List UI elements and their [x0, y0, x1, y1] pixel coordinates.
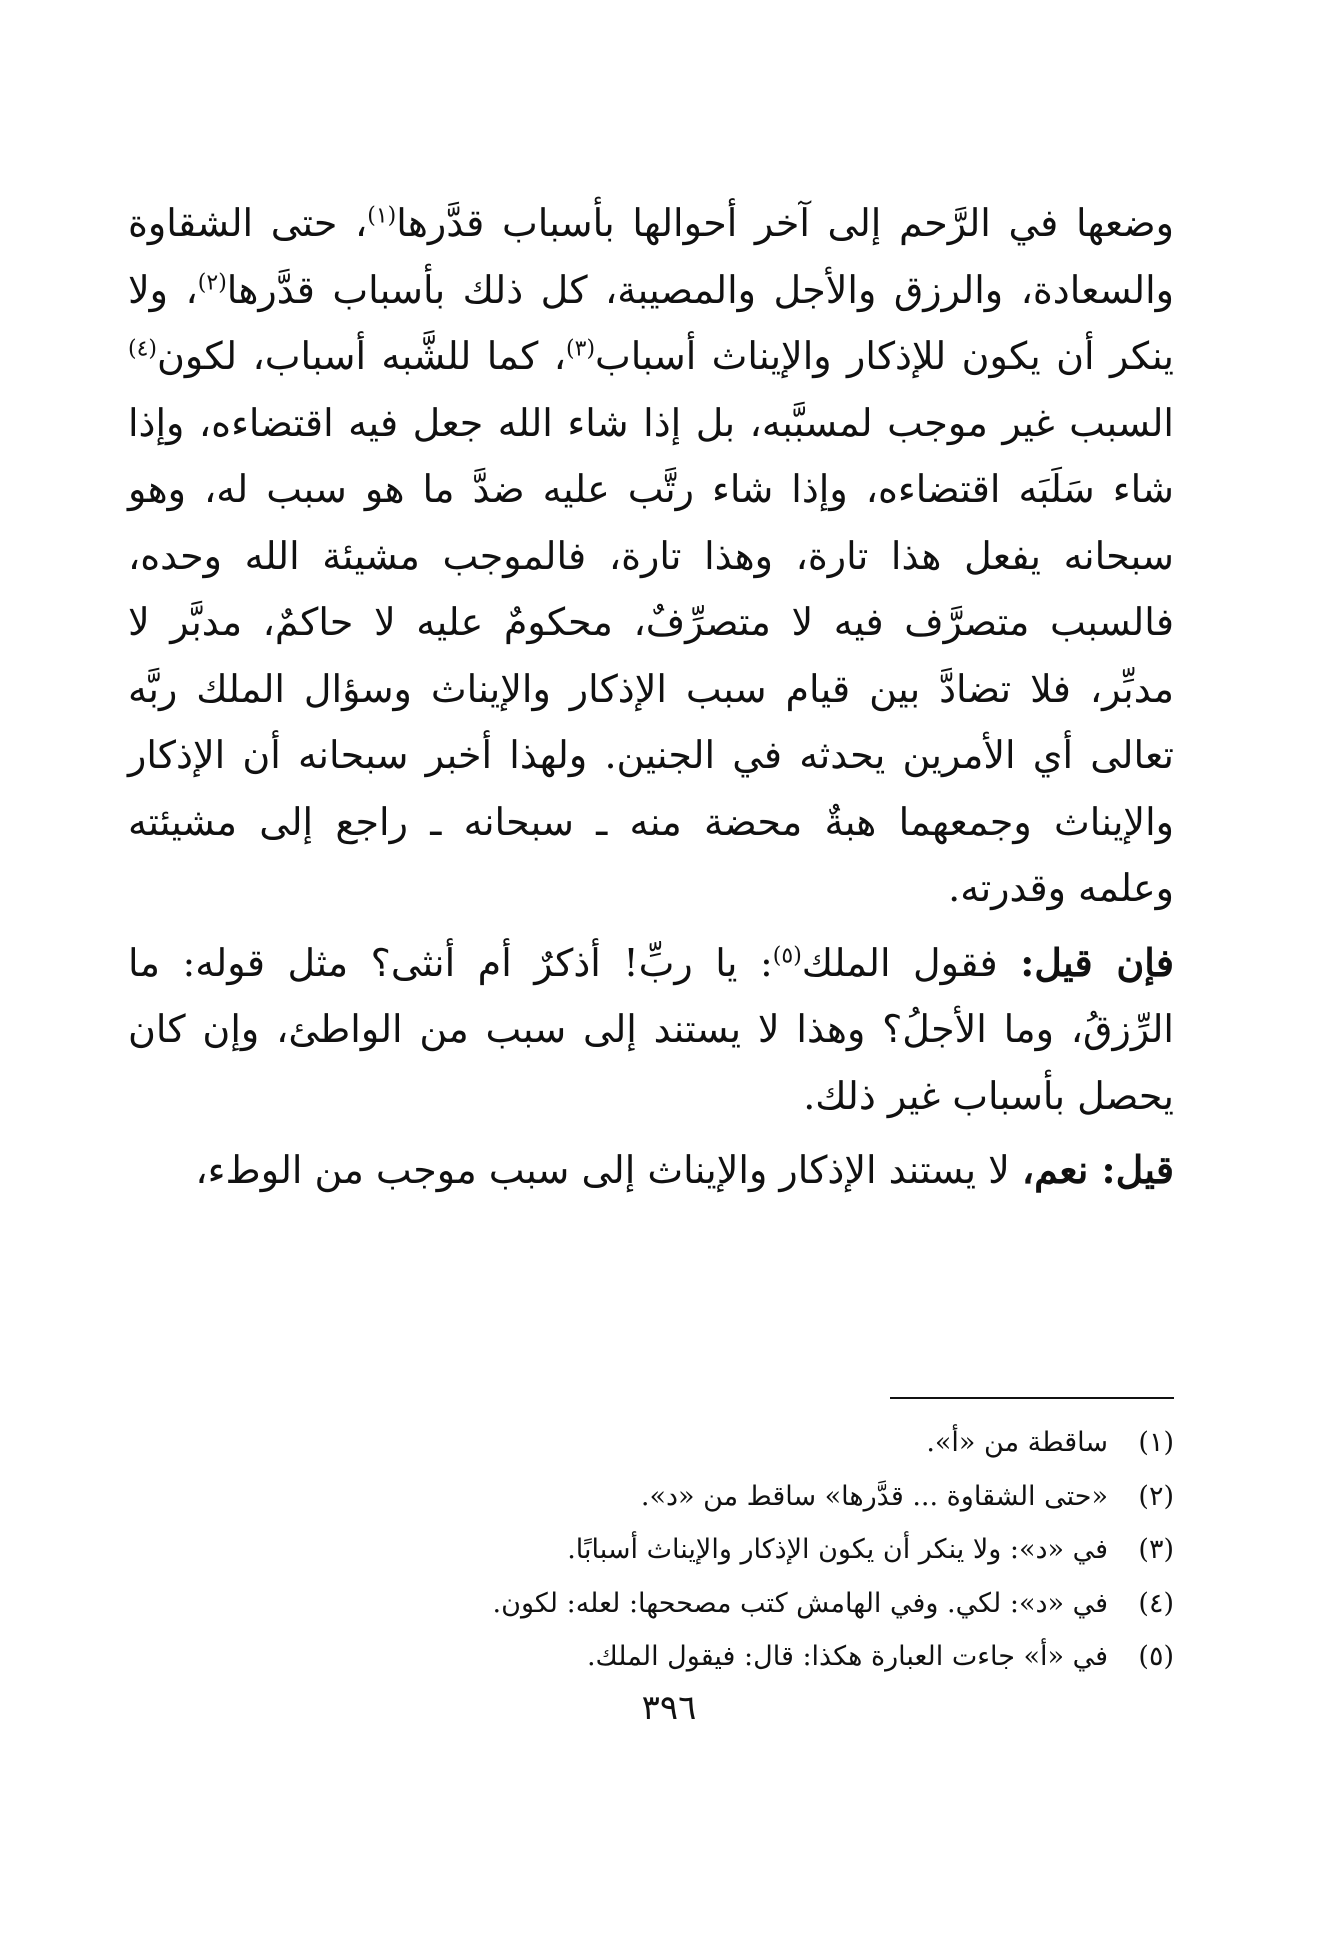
lead-phrase: فإن قيل: [1020, 939, 1174, 985]
footnote-number: (٤) [1138, 1587, 1174, 1619]
footnote-number: (٣) [1138, 1534, 1174, 1565]
text-run: ، كما للشَّبه أسباب، لكون [157, 334, 567, 378]
footnote-ref-5[interactable]: (٥) [772, 942, 802, 968]
lead-phrase: قيل: نعم، [1021, 1147, 1174, 1192]
footnote-text: في «أ» جاءت العبارة هكذا: قال: فيقول الملك. [586, 1641, 1108, 1672]
text-run: السبب غير موجب لمسبَّبه، بل إذا شاء الله جعل فيه اقتضاءه، وإذا شاء سَلَبَه اقتضاءه، وإذا شاء رتَّب عليه ضدَّ ما هو سبب له، وهو سبحانه يفعل هذا تارة، وهذا تارة، فالموجب مشيئة الله وحده، فالسبب متصرَّف فيه لا متصرِّفٌ، محكومٌ عليه لا حاكمٌ، مدبَّر لا مدبِّر، فلا تضادَّ بين قيام سبب الإذكار والإيناث وسؤال الملك ربَّه تعالى أي الأمرين يحدثه في الجنين. ولهذا أخبر سبحانه أن الإذكار والإيناث وجمعهما هبةٌ محضة منه ـ سبحانه ـ راجع إلى مشيئته وعلمه وقدرته. [128, 400, 1174, 910]
text-run: فقول الملك [801, 940, 1021, 985]
page-number: ٣٩٦ [641, 1688, 697, 1728]
text-run: ، ولا ينكر أن يكون للإذكار والإيناث أسباب [128, 267, 1174, 378]
paragraph-3 [128, 1137, 1174, 1204]
footnote [128, 1630, 1174, 1684]
text-run: وضعها في الرَّحم إلى آخر أحوالها بأسباب قدَّرها [396, 201, 1174, 245]
footnote-number: (١) [1138, 1427, 1174, 1458]
footnote-ref-1[interactable]: (١) [367, 203, 397, 229]
footnote [128, 1577, 1174, 1631]
footnote-text: في «د»: لكي. وفي الهامش كتب مصححها: لعله: لكون. [492, 1587, 1108, 1619]
paragraph-2 [128, 930, 1174, 1130]
footnote-ref-4[interactable]: (٤) [128, 336, 158, 362]
text-run: لا يستند الإذكار والإيناث إلى سبب موجب من الوطء، [195, 1148, 1022, 1192]
footnote-number: (٥) [1138, 1641, 1174, 1672]
footnote [128, 1523, 1174, 1577]
text-run: : يا ربِّ! أذكرٌ أم أنثى؟ مثل قوله: ما الرِّزقُ، وما الأجلُ؟ وهذا لا يستند إلى سبب من الواطئ، وإن كان يحصل بأسباب غير ذلك. [128, 940, 1174, 1118]
main-text [128, 190, 1174, 1204]
footnotes-list [128, 1416, 1174, 1684]
footnote-ref-2[interactable]: (٢) [197, 269, 227, 295]
footnote [128, 1470, 1174, 1524]
paragraph-1 [128, 190, 1174, 922]
footnote-separator [890, 1397, 1174, 1399]
footnote-text: ساقطة من «أ». [926, 1427, 1108, 1458]
footnote [128, 1416, 1174, 1470]
text-run: ، حتى الشقاوة والسعادة، والرزق والأجل والمصيبة، كل ذلك بأسباب قدَّرها [128, 201, 1174, 312]
footnote-ref-3[interactable]: (٣) [566, 336, 596, 362]
footnote-number: (٢) [1138, 1480, 1174, 1512]
footnote-text: «حتى الشقاوة ... قدَّرها» ساقط من «د». [640, 1480, 1108, 1512]
footnote-text: في «د»: ولا ينكر أن يكون الإذكار والإيناث أسبابًا. [567, 1534, 1108, 1565]
